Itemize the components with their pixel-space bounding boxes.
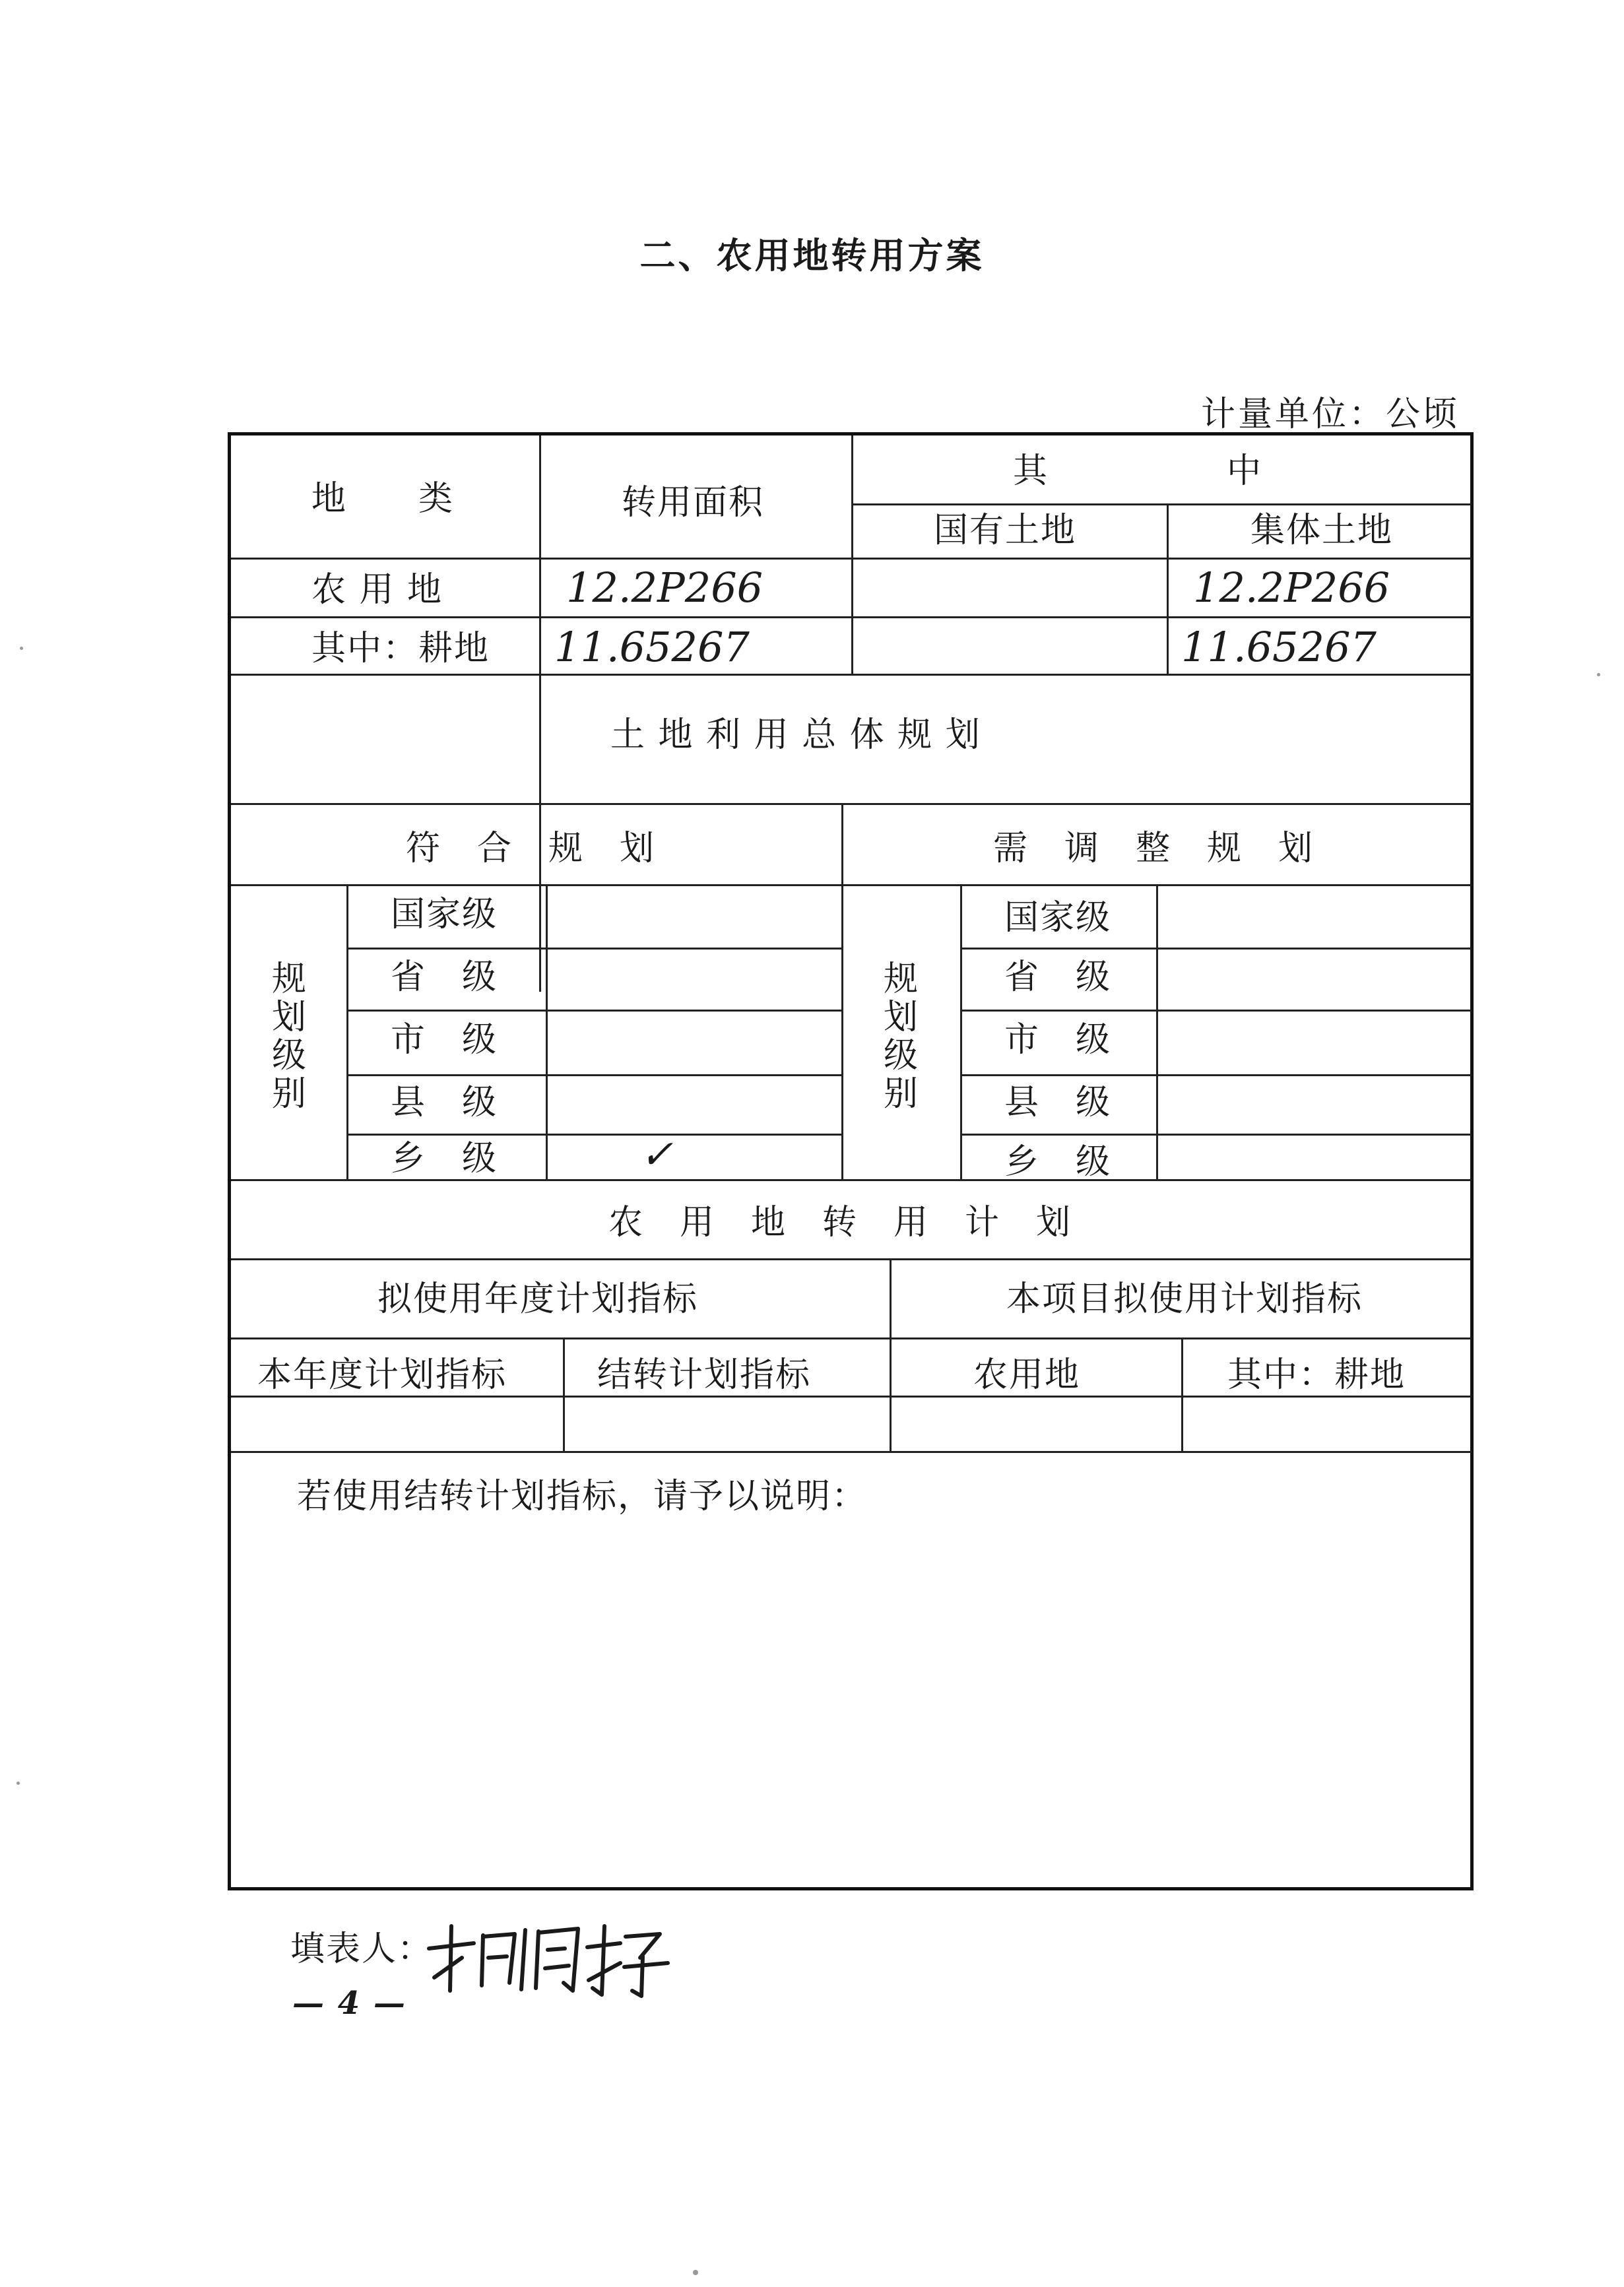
conform-level-provincial: 省 级 — [391, 957, 498, 997]
adjust-title: 需 调 整 规 划 — [993, 829, 1315, 868]
divider — [231, 616, 1472, 618]
header-converted-area: 转用面积 — [622, 483, 765, 523]
intended-annual-title: 拟使用年度计划指标 — [377, 1279, 699, 1319]
adjust-level-provincial: 省 级 — [1004, 957, 1112, 997]
row-farmland-collective: 12.2P266 — [1193, 564, 1390, 612]
scan-speck — [16, 1782, 20, 1785]
divider — [851, 435, 853, 674]
col-carryover: 结转计划指标 — [597, 1355, 812, 1395]
divider — [231, 884, 1472, 886]
header-state-land: 国有土地 — [934, 511, 1077, 550]
row-farmland-label: 农 用 地 — [311, 570, 443, 610]
divider — [231, 1451, 1472, 1453]
adjust-level-city: 市 级 — [1004, 1020, 1112, 1060]
divider — [890, 1258, 892, 1451]
divider — [563, 1337, 565, 1451]
divider — [346, 1010, 841, 1012]
divider — [231, 1258, 1472, 1260]
divider — [231, 1337, 1472, 1339]
adjust-level-national: 国家级 — [1004, 898, 1112, 938]
conform-level-label: 规划级别 — [271, 959, 306, 1114]
conform-level-city: 市 级 — [391, 1020, 498, 1060]
col-current-year: 本年度计划指标 — [257, 1355, 507, 1395]
divider — [1181, 1337, 1183, 1451]
divider — [231, 674, 1472, 676]
conform-title: 符 合 规 划 — [406, 829, 656, 868]
col-arable: 其中：耕地 — [1227, 1355, 1406, 1395]
planning-section-title: 土 地 利 用 总 体 规 划 — [610, 715, 981, 755]
divider — [851, 503, 1472, 505]
divider — [960, 948, 1472, 950]
row-arable-collective: 11.65267 — [1181, 623, 1377, 671]
scan-speck — [693, 2270, 698, 2275]
page-title: 二、农用地转用方案 — [639, 235, 985, 276]
unit-label: 计量单位：公顷 — [1201, 395, 1460, 434]
divider — [346, 1074, 841, 1076]
form-table — [228, 432, 1474, 1890]
conform-township-check: ✓ — [640, 1132, 675, 1178]
divider — [231, 1396, 1472, 1398]
divider — [960, 1074, 1472, 1076]
conversion-section-title: 农 用 地 转 用 计 划 — [608, 1203, 1072, 1242]
conform-level-township: 乡 级 — [391, 1139, 498, 1178]
divider — [346, 948, 841, 950]
page-number: — 4 — — [292, 1985, 406, 2022]
adjust-level-township: 乡 级 — [1004, 1142, 1112, 1182]
scan-speck — [1597, 673, 1600, 676]
divider — [346, 1134, 841, 1136]
divider — [539, 435, 541, 992]
col-farmland: 农用地 — [973, 1355, 1081, 1395]
carryover-note-label: 若使用结转计划指标，请予以说明： — [297, 1477, 868, 1516]
header-among: 其 中 — [1013, 451, 1263, 491]
divider — [231, 803, 1472, 805]
divider — [1167, 503, 1169, 674]
project-plan-title: 本项目拟使用计划指标 — [1006, 1279, 1363, 1319]
conform-level-national: 国家级 — [391, 895, 498, 934]
filler-label: 填表人： — [290, 1929, 434, 1969]
row-farmland-area: 12.2P266 — [566, 564, 763, 612]
row-arable-label: 其中：耕地 — [311, 629, 490, 668]
handwritten-signature — [422, 1917, 673, 2003]
divider — [231, 1179, 1472, 1181]
divider — [960, 1010, 1472, 1012]
row-arable-area: 11.65267 — [554, 623, 750, 671]
adjust-level-label: 规划级别 — [883, 959, 918, 1114]
scan-speck — [20, 647, 23, 650]
divider — [231, 558, 1472, 560]
header-collective-land: 集体土地 — [1250, 511, 1394, 550]
adjust-level-county: 县 级 — [1004, 1083, 1112, 1122]
divider — [841, 803, 843, 1179]
header-land-type: 地 类 — [311, 479, 455, 519]
conform-level-county: 县 级 — [391, 1083, 498, 1122]
divider — [960, 1134, 1472, 1136]
